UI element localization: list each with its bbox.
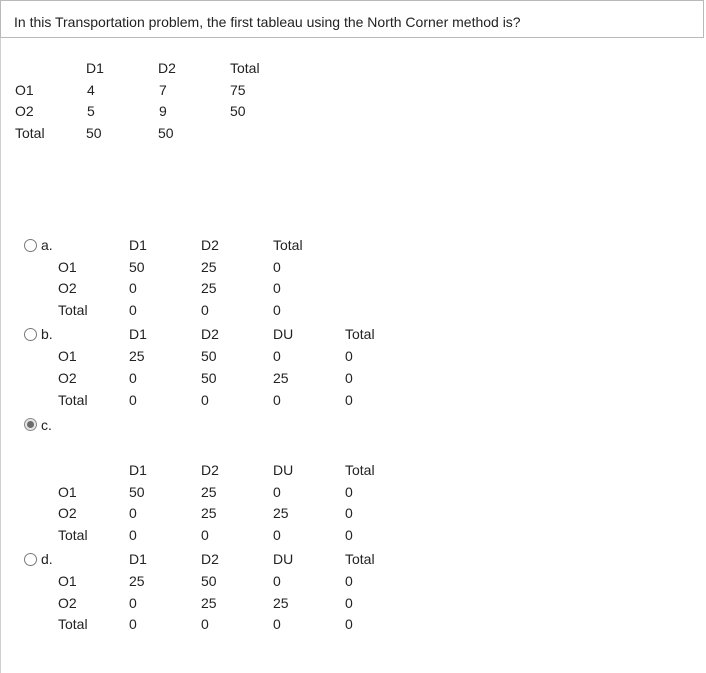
option-c-header-d2: D2 [201,462,219,478]
option-b-cell: 0 [273,348,281,364]
option-d-cell: 0 [129,595,137,611]
option-c-letter: c. [41,417,52,433]
option-c-header-du: DU [273,462,294,478]
option-a-cell: 0 [273,280,281,296]
option-d-header-d1: D1 [129,551,147,567]
option-c-header-total: Total [345,462,375,478]
option-d-header-du: DU [273,551,294,567]
option-b-cell: 25 [129,348,145,364]
option-b-radio[interactable] [24,328,37,341]
option-c-cell: 0 [345,484,353,500]
option-b-cell: 0 [345,392,353,408]
option-a-header-total: Total [273,237,303,253]
option-a-row-o1: O1 [58,259,77,275]
option-c-row-total: Total [58,527,88,543]
option-c-cell: 25 [273,505,289,521]
option-b-cell: 0 [345,370,353,386]
cell-o1-d2: 7 [159,82,167,98]
option-b-row-o2: O2 [58,370,77,386]
option-c-cell: 25 [201,505,217,521]
option-d-cell: 0 [129,616,137,632]
row-label-o1: O1 [15,82,34,98]
option-b-cell: 0 [129,392,137,408]
option-b-header-total: Total [345,326,375,342]
option-a-cell: 25 [201,280,217,296]
row-label-o2: O2 [15,103,34,119]
option-b-header-d1: D1 [129,326,147,342]
option-a-cell: 0 [201,302,209,318]
option-a-cell: 0 [129,302,137,318]
option-c-cell: 50 [129,484,145,500]
option-c-cell: 0 [273,484,281,500]
row-label-total: Total [15,125,45,141]
option-d-cell: 0 [273,616,281,632]
option-b-row-o1: O1 [58,348,77,364]
option-b-header-du: DU [273,326,294,342]
option-a-cell: 25 [201,259,217,275]
option-d-row-o2: O2 [58,595,77,611]
option-c-cell: 0 [129,505,137,521]
option-c-row-o1: O1 [58,484,77,500]
option-b-cell: 25 [273,370,289,386]
cell-o2-d2: 9 [159,103,167,119]
cell-o1-total: 75 [230,82,246,98]
option-a-radio[interactable] [24,239,37,252]
option-b-cell: 50 [201,370,217,386]
option-d-cell: 50 [201,573,217,589]
option-d-row-o1: O1 [58,573,77,589]
option-a-header-d2: D2 [201,237,219,253]
option-d-cell: 0 [201,616,209,632]
option-a-letter: a. [41,237,53,253]
option-c-cell: 25 [201,484,217,500]
option-d-cell: 25 [201,595,217,611]
cell-total-d1: 50 [86,125,102,141]
option-a-cell: 0 [273,259,281,275]
option-b-cell: 0 [273,392,281,408]
option-b-letter: b. [41,326,53,342]
option-c-cell: 0 [129,527,137,543]
option-d-cell: 25 [129,573,145,589]
option-c-radio[interactable] [24,418,37,431]
option-b-row-total: Total [58,392,88,408]
cell-o2-total: 50 [230,103,246,119]
option-a-row-o2: O2 [58,280,77,296]
option-c-cell: 0 [345,505,353,521]
option-b-cell: 0 [201,392,209,408]
option-b-cell: 0 [129,370,137,386]
option-d-cell: 0 [345,595,353,611]
option-d-letter: d. [41,551,53,567]
option-d-radio[interactable] [24,553,37,566]
option-c-row-o2: O2 [58,505,77,521]
header-total: Total [230,60,260,76]
option-d-cell: 0 [345,616,353,632]
option-d-cell: 0 [273,573,281,589]
option-c-header-d1: D1 [129,462,147,478]
option-a-cell: 0 [273,302,281,318]
question-text: In this Transportation problem, the first tableau using the North Corner method is? [0,0,704,38]
header-d1: D1 [86,60,104,76]
cell-total-d2: 50 [158,125,174,141]
option-c-cell: 0 [345,527,353,543]
option-a-cell: 50 [129,259,145,275]
cell-o1-d1: 4 [87,82,95,98]
option-a-header-d1: D1 [129,237,147,253]
option-d-header-total: Total [345,551,375,567]
option-d-cell: 0 [345,573,353,589]
option-c-cell: 0 [273,527,281,543]
option-a-cell: 0 [129,280,137,296]
option-d-row-total: Total [58,616,88,632]
option-b-header-d2: D2 [201,326,219,342]
header-d2: D2 [158,60,176,76]
option-b-cell: 50 [201,348,217,364]
option-d-cell: 25 [273,595,289,611]
option-a-row-total: Total [58,302,88,318]
option-b-cell: 0 [345,348,353,364]
option-d-header-d2: D2 [201,551,219,567]
option-c-cell: 0 [201,527,209,543]
cell-o2-d1: 5 [87,103,95,119]
